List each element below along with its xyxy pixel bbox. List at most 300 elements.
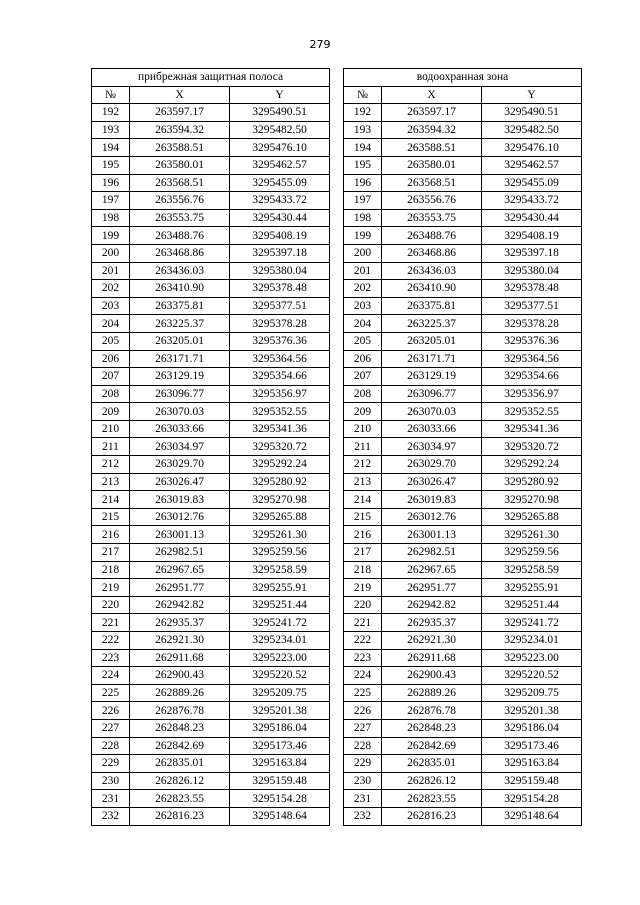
table-row	[92, 561, 582, 579]
left-number-cell: 205	[92, 332, 130, 350]
table-gap	[330, 297, 344, 315]
left-number-cell: 224	[92, 667, 130, 685]
table-gap	[330, 262, 344, 280]
left-y-cell: 3295482.50	[230, 121, 330, 139]
table-gap	[330, 790, 344, 808]
table-row	[92, 702, 582, 720]
right-number-cell: 199	[344, 227, 382, 245]
left-y-cell: 3295148.64	[230, 807, 330, 825]
table-row	[92, 719, 582, 737]
left-x-cell: 262826.12	[130, 772, 230, 790]
right-number-cell: 222	[344, 632, 382, 650]
right-y-cell: 3295476.10	[482, 139, 582, 157]
right-y-cell: 3295154.28	[482, 790, 582, 808]
left-number-cell: 206	[92, 350, 130, 368]
left-y-cell: 3295234.01	[230, 632, 330, 650]
right-x-cell: 262951.77	[382, 579, 482, 597]
right-x-cell: 263026.47	[382, 473, 482, 491]
table-gap	[330, 139, 344, 157]
right-x-cell: 262942.82	[382, 596, 482, 614]
table-gap	[330, 807, 344, 825]
right-y-cell: 3295251.44	[482, 596, 582, 614]
table-row	[92, 579, 582, 597]
table-row	[92, 174, 582, 192]
right-y-cell: 3295377.51	[482, 297, 582, 315]
table-gap	[330, 614, 344, 632]
left-number-cell: 230	[92, 772, 130, 790]
left-y-cell: 3295356.97	[230, 385, 330, 403]
right-number-cell: 195	[344, 156, 382, 174]
table-row	[92, 227, 582, 245]
right-y-cell: 3295354.66	[482, 368, 582, 386]
left-y-cell: 3295241.72	[230, 614, 330, 632]
left-number-cell: 228	[92, 737, 130, 755]
table-row	[92, 596, 582, 614]
table-row	[92, 385, 582, 403]
right-x-cell: 263436.03	[382, 262, 482, 280]
table-row	[92, 544, 582, 562]
left-y-cell: 3295159.48	[230, 772, 330, 790]
left-y-cell: 3295255.91	[230, 579, 330, 597]
left-number-cell: 226	[92, 702, 130, 720]
right-number-cell: 225	[344, 684, 382, 702]
right-y-cell: 3295186.04	[482, 719, 582, 737]
left-number-cell: 213	[92, 473, 130, 491]
right-y-cell: 3295220.52	[482, 667, 582, 685]
table-gap	[330, 209, 344, 227]
left-y-cell: 3295265.88	[230, 508, 330, 526]
left-y-cell: 3295476.10	[230, 139, 330, 157]
left-x-cell: 263410.90	[130, 280, 230, 298]
right-y-cell: 3295462.57	[482, 156, 582, 174]
right-x-cell: 263001.13	[382, 526, 482, 544]
table-gap	[330, 420, 344, 438]
right-x-cell: 263580.01	[382, 156, 482, 174]
left-x-cell: 262982.51	[130, 544, 230, 562]
left-y-cell: 3295341.36	[230, 420, 330, 438]
right-y-cell: 3295490.51	[482, 104, 582, 122]
table-row	[92, 649, 582, 667]
right-y-cell: 3295265.88	[482, 508, 582, 526]
left-col-x-header: X	[130, 86, 230, 104]
table-row	[92, 209, 582, 227]
table-row	[92, 667, 582, 685]
left-x-cell: 263034.97	[130, 438, 230, 456]
left-y-cell: 3295408.19	[230, 227, 330, 245]
table-row	[92, 262, 582, 280]
right-number-cell: 223	[344, 649, 382, 667]
table-row	[92, 438, 582, 456]
right-number-cell: 224	[344, 667, 382, 685]
left-number-cell: 227	[92, 719, 130, 737]
table-row	[92, 104, 582, 122]
table-gap	[330, 244, 344, 262]
table-row	[92, 526, 582, 544]
left-number-cell: 198	[92, 209, 130, 227]
left-number-cell: 223	[92, 649, 130, 667]
right-number-cell: 211	[344, 438, 382, 456]
table-row	[92, 807, 582, 825]
left-x-cell: 262935.37	[130, 614, 230, 632]
right-y-cell: 3295159.48	[482, 772, 582, 790]
left-x-cell: 263012.76	[130, 508, 230, 526]
table-gap	[330, 227, 344, 245]
table-gap	[330, 649, 344, 667]
right-number-cell: 204	[344, 315, 382, 333]
left-y-cell: 3295378.28	[230, 315, 330, 333]
left-number-cell: 218	[92, 561, 130, 579]
right-x-cell: 262911.68	[382, 649, 482, 667]
left-y-cell: 3295209.75	[230, 684, 330, 702]
left-x-cell: 263001.13	[130, 526, 230, 544]
table-gap	[330, 350, 344, 368]
right-number-cell: 202	[344, 280, 382, 298]
table-gap	[330, 579, 344, 597]
left-y-cell: 3295354.66	[230, 368, 330, 386]
right-y-cell: 3295341.36	[482, 420, 582, 438]
left-number-cell: 194	[92, 139, 130, 157]
right-x-cell: 263034.97	[382, 438, 482, 456]
left-y-cell: 3295220.52	[230, 667, 330, 685]
left-x-cell: 263033.66	[130, 420, 230, 438]
table-row	[92, 280, 582, 298]
left-x-cell: 262951.77	[130, 579, 230, 597]
right-number-cell: 232	[344, 807, 382, 825]
right-y-cell: 3295255.91	[482, 579, 582, 597]
right-number-cell: 215	[344, 508, 382, 526]
table-row	[92, 403, 582, 421]
table-gap	[330, 684, 344, 702]
right-y-cell: 3295223.00	[482, 649, 582, 667]
right-y-cell: 3295376.36	[482, 332, 582, 350]
right-number-cell: 201	[344, 262, 382, 280]
left-x-cell: 263436.03	[130, 262, 230, 280]
left-x-cell: 262967.65	[130, 561, 230, 579]
table-row	[92, 297, 582, 315]
left-y-cell: 3295173.46	[230, 737, 330, 755]
table-header-row	[92, 86, 582, 104]
left-y-cell: 3295376.36	[230, 332, 330, 350]
table-gap	[330, 368, 344, 386]
left-x-cell: 263019.83	[130, 491, 230, 509]
table-gap	[330, 438, 344, 456]
right-number-cell: 196	[344, 174, 382, 192]
left-number-cell: 221	[92, 614, 130, 632]
left-x-cell: 262842.69	[130, 737, 230, 755]
right-number-cell: 200	[344, 244, 382, 262]
left-number-cell: 203	[92, 297, 130, 315]
right-y-cell: 3295430.44	[482, 209, 582, 227]
right-number-cell: 227	[344, 719, 382, 737]
table-gap	[330, 544, 344, 562]
left-number-cell: 216	[92, 526, 130, 544]
table-row	[92, 192, 582, 210]
left-x-cell: 263129.19	[130, 368, 230, 386]
right-y-cell: 3295378.48	[482, 280, 582, 298]
table-gap	[330, 192, 344, 210]
right-number-cell: 206	[344, 350, 382, 368]
right-x-cell: 263588.51	[382, 139, 482, 157]
left-x-cell: 263568.51	[130, 174, 230, 192]
left-x-cell: 263026.47	[130, 473, 230, 491]
left-x-cell: 263171.71	[130, 350, 230, 368]
right-y-cell: 3295209.75	[482, 684, 582, 702]
table-row	[92, 508, 582, 526]
table-row	[92, 420, 582, 438]
table-gap	[330, 456, 344, 474]
right-y-cell: 3295482.50	[482, 121, 582, 139]
table-row	[92, 156, 582, 174]
right-x-cell: 262935.37	[382, 614, 482, 632]
table-gap	[330, 632, 344, 650]
right-y-cell: 3295234.01	[482, 632, 582, 650]
right-table-title: водоохранная зона	[344, 69, 582, 87]
left-x-cell: 263588.51	[130, 139, 230, 157]
right-x-cell: 262823.55	[382, 790, 482, 808]
right-y-cell: 3295364.56	[482, 350, 582, 368]
table-gap	[330, 526, 344, 544]
table-row	[92, 790, 582, 808]
right-y-cell: 3295261.30	[482, 526, 582, 544]
right-x-cell: 262835.01	[382, 755, 482, 773]
right-x-cell: 262921.30	[382, 632, 482, 650]
right-y-cell: 3295259.56	[482, 544, 582, 562]
left-number-cell: 215	[92, 508, 130, 526]
right-x-cell: 263096.77	[382, 385, 482, 403]
left-number-cell: 211	[92, 438, 130, 456]
table-gap	[330, 508, 344, 526]
right-x-cell: 262816.23	[382, 807, 482, 825]
right-number-cell: 192	[344, 104, 382, 122]
right-x-cell: 263033.66	[382, 420, 482, 438]
table-title-row	[92, 69, 582, 87]
left-y-cell: 3295258.59	[230, 561, 330, 579]
right-number-cell: 203	[344, 297, 382, 315]
left-x-cell: 263553.75	[130, 209, 230, 227]
table-gap	[330, 737, 344, 755]
table-gap	[330, 174, 344, 192]
table-row	[92, 755, 582, 773]
right-x-cell: 263556.76	[382, 192, 482, 210]
right-y-cell: 3295201.38	[482, 702, 582, 720]
left-x-cell: 263029.70	[130, 456, 230, 474]
left-number-cell: 210	[92, 420, 130, 438]
left-x-cell: 263070.03	[130, 403, 230, 421]
left-number-cell: 222	[92, 632, 130, 650]
table-row	[92, 139, 582, 157]
right-number-cell: 214	[344, 491, 382, 509]
right-number-cell: 220	[344, 596, 382, 614]
right-x-cell: 263029.70	[382, 456, 482, 474]
table-gap	[330, 121, 344, 139]
right-x-cell: 263012.76	[382, 508, 482, 526]
left-number-cell: 200	[92, 244, 130, 262]
table-row	[92, 244, 582, 262]
right-y-cell: 3295433.72	[482, 192, 582, 210]
right-x-cell: 263225.37	[382, 315, 482, 333]
right-col-y-header: Y	[482, 86, 582, 104]
right-number-cell: 212	[344, 456, 382, 474]
table-row	[92, 332, 582, 350]
left-x-cell: 262848.23	[130, 719, 230, 737]
left-y-cell: 3295455.09	[230, 174, 330, 192]
table-gap	[330, 702, 344, 720]
table-gap	[330, 315, 344, 333]
right-number-cell: 230	[344, 772, 382, 790]
right-number-cell: 194	[344, 139, 382, 157]
right-x-cell: 263488.76	[382, 227, 482, 245]
table-gap	[330, 332, 344, 350]
table-gap	[330, 473, 344, 491]
left-y-cell: 3295154.28	[230, 790, 330, 808]
right-number-cell: 209	[344, 403, 382, 421]
left-x-cell: 262835.01	[130, 755, 230, 773]
table-row	[92, 491, 582, 509]
left-x-cell: 263594.32	[130, 121, 230, 139]
left-number-cell: 232	[92, 807, 130, 825]
left-x-cell: 263468.86	[130, 244, 230, 262]
right-y-cell: 3295352.55	[482, 403, 582, 421]
left-y-cell: 3295490.51	[230, 104, 330, 122]
table-row	[92, 614, 582, 632]
table-row	[92, 368, 582, 386]
right-x-cell: 262982.51	[382, 544, 482, 562]
left-y-cell: 3295433.72	[230, 192, 330, 210]
right-x-cell: 262848.23	[382, 719, 482, 737]
right-x-cell: 263070.03	[382, 403, 482, 421]
left-number-cell: 229	[92, 755, 130, 773]
right-number-cell: 207	[344, 368, 382, 386]
left-x-cell: 263205.01	[130, 332, 230, 350]
left-number-cell: 208	[92, 385, 130, 403]
right-number-cell: 198	[344, 209, 382, 227]
table-gap	[330, 104, 344, 122]
left-x-cell: 262889.26	[130, 684, 230, 702]
right-y-cell: 3295270.98	[482, 491, 582, 509]
left-y-cell: 3295163.84	[230, 755, 330, 773]
left-number-cell: 195	[92, 156, 130, 174]
right-number-cell: 219	[344, 579, 382, 597]
right-number-cell: 226	[344, 702, 382, 720]
right-number-cell: 193	[344, 121, 382, 139]
left-number-cell: 225	[92, 684, 130, 702]
right-x-cell: 263568.51	[382, 174, 482, 192]
right-number-cell: 231	[344, 790, 382, 808]
table-body	[92, 104, 582, 825]
coordinates-table	[91, 68, 582, 826]
left-y-cell: 3295364.56	[230, 350, 330, 368]
table-row	[92, 684, 582, 702]
left-x-cell: 262816.23	[130, 807, 230, 825]
table-row	[92, 121, 582, 139]
left-number-cell: 209	[92, 403, 130, 421]
left-number-cell: 214	[92, 491, 130, 509]
left-x-cell: 263096.77	[130, 385, 230, 403]
left-y-cell: 3295251.44	[230, 596, 330, 614]
left-number-cell: 196	[92, 174, 130, 192]
table-gap	[330, 69, 344, 87]
left-number-cell: 207	[92, 368, 130, 386]
left-number-cell: 199	[92, 227, 130, 245]
table-gap	[330, 280, 344, 298]
left-y-cell: 3295378.48	[230, 280, 330, 298]
left-y-cell: 3295201.38	[230, 702, 330, 720]
left-x-cell: 262876.78	[130, 702, 230, 720]
left-y-cell: 3295186.04	[230, 719, 330, 737]
left-number-cell: 217	[92, 544, 130, 562]
left-number-cell: 219	[92, 579, 130, 597]
right-y-cell: 3295241.72	[482, 614, 582, 632]
left-y-cell: 3295292.24	[230, 456, 330, 474]
left-y-cell: 3295280.92	[230, 473, 330, 491]
right-x-cell: 262967.65	[382, 561, 482, 579]
left-number-cell: 202	[92, 280, 130, 298]
right-x-cell: 263205.01	[382, 332, 482, 350]
right-x-cell: 262900.43	[382, 667, 482, 685]
table-row	[92, 473, 582, 491]
left-y-cell: 3295397.18	[230, 244, 330, 262]
left-x-cell: 263375.81	[130, 297, 230, 315]
left-number-cell: 204	[92, 315, 130, 333]
right-y-cell: 3295455.09	[482, 174, 582, 192]
table-row	[92, 632, 582, 650]
left-y-cell: 3295430.44	[230, 209, 330, 227]
right-y-cell: 3295320.72	[482, 438, 582, 456]
left-x-cell: 262823.55	[130, 790, 230, 808]
left-x-cell: 263580.01	[130, 156, 230, 174]
right-y-cell: 3295163.84	[482, 755, 582, 773]
right-y-cell: 3295356.97	[482, 385, 582, 403]
right-number-cell: 205	[344, 332, 382, 350]
table-gap	[330, 772, 344, 790]
page-number: 279	[309, 38, 331, 51]
left-number-cell: 193	[92, 121, 130, 139]
left-y-cell: 3295259.56	[230, 544, 330, 562]
left-y-cell: 3295261.30	[230, 526, 330, 544]
left-x-cell: 262921.30	[130, 632, 230, 650]
right-number-cell: 217	[344, 544, 382, 562]
right-x-cell: 262876.78	[382, 702, 482, 720]
table-row	[92, 737, 582, 755]
left-y-cell: 3295320.72	[230, 438, 330, 456]
left-y-cell: 3295462.57	[230, 156, 330, 174]
left-y-cell: 3295380.04	[230, 262, 330, 280]
left-number-cell: 212	[92, 456, 130, 474]
left-x-cell: 263225.37	[130, 315, 230, 333]
left-y-cell: 3295352.55	[230, 403, 330, 421]
left-x-cell: 262911.68	[130, 649, 230, 667]
right-y-cell: 3295408.19	[482, 227, 582, 245]
left-y-cell: 3295270.98	[230, 491, 330, 509]
right-x-cell: 263129.19	[382, 368, 482, 386]
right-col-number-header: №	[344, 86, 382, 104]
left-y-cell: 3295377.51	[230, 297, 330, 315]
right-x-cell: 262826.12	[382, 772, 482, 790]
right-x-cell: 263468.86	[382, 244, 482, 262]
right-number-cell: 213	[344, 473, 382, 491]
right-x-cell: 263597.17	[382, 104, 482, 122]
table-gap	[330, 755, 344, 773]
right-col-x-header: X	[382, 86, 482, 104]
left-x-cell: 262900.43	[130, 667, 230, 685]
left-col-number-header: №	[92, 86, 130, 104]
table-gap	[330, 719, 344, 737]
right-number-cell: 216	[344, 526, 382, 544]
right-number-cell: 218	[344, 561, 382, 579]
table-row	[92, 315, 582, 333]
right-x-cell: 263019.83	[382, 491, 482, 509]
right-x-cell: 263171.71	[382, 350, 482, 368]
